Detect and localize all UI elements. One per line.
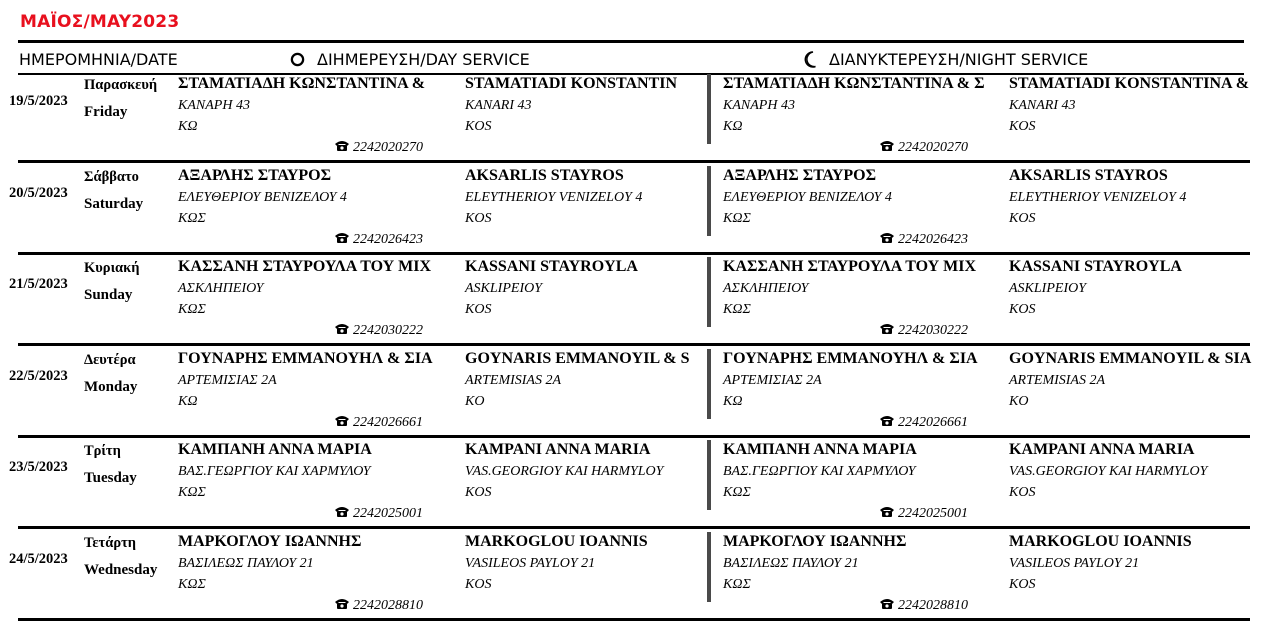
phone-icon — [334, 322, 350, 335]
night-pharmacy-city-greek: ΚΩΣ — [723, 485, 751, 500]
page-title: ΜΑΪΟΣ/MAY2023 — [20, 12, 180, 32]
date-column-header: ΗΜΕΡΟΜΗΝΙΑ/DATE — [19, 50, 178, 69]
row-day-english: Monday — [84, 378, 138, 395]
row-date: 21/5/2023 — [9, 276, 68, 292]
row-day-english: Wednesday — [84, 561, 158, 578]
column-divider — [707, 349, 711, 419]
night-pharmacy-phone — [879, 231, 968, 248]
day-pharmacy-phone — [334, 231, 423, 248]
night-pharmacy-city-greek: ΚΩ — [723, 393, 743, 409]
table-row — [9, 347, 1252, 438]
night-pharmacy-city-greek: ΚΩ — [723, 119, 743, 134]
night-pharmacy-name-english: KAMPANI ANNA MARIA — [1009, 441, 1195, 458]
row-separator — [18, 618, 1250, 621]
night-pharmacy-city-english: KOS — [1009, 485, 1036, 500]
moon-icon — [803, 51, 817, 68]
day-pharmacy-address-greek: ΑΣΚΛΗΠΕΙΟΥ — [178, 281, 264, 296]
day-pharmacy-name-english: STAMATIADI KONSTANTIN — [465, 75, 678, 92]
phone-icon — [334, 505, 350, 518]
night-pharmacy-address-greek: ΑΡΤΕΜΙΣΙΑΣ 2Α — [723, 372, 822, 388]
day-pharmacy-city-greek: ΚΩΣ — [178, 576, 206, 592]
phone-number: 2242026423 — [898, 231, 968, 247]
phone-number: 2242025001 — [353, 506, 423, 521]
row-day-english: Tuesday — [84, 470, 137, 486]
day-service-label: ΔΙΗΜΕΡΕΥΣΗ/DAY SERVICE — [317, 50, 530, 69]
row-date: 23/5/2023 — [9, 459, 68, 475]
phone-number: 2242026423 — [353, 231, 423, 247]
day-pharmacy-city-english: KOS — [465, 210, 492, 226]
row-day-greek: Παρασκευή — [84, 77, 158, 93]
night-pharmacy-city-greek: ΚΩΣ — [723, 576, 751, 592]
night-pharmacy-address-english: KANARI 43 — [1009, 98, 1076, 113]
day-pharmacy-city-english: KOS — [465, 576, 492, 592]
phone-icon — [879, 322, 895, 335]
row-date: 24/5/2023 — [9, 550, 68, 567]
day-pharmacy-city-greek: ΚΩΣ — [178, 485, 206, 500]
phone-icon — [334, 597, 350, 610]
night-pharmacy-name-english: AKSARLIS STAYROS — [1009, 166, 1168, 184]
night-pharmacy-name-greek: ΚΑΣΣΑΝΗ ΣΤΑΥΡΟΥΛΑ ΤΟΥ ΜΙΧ — [723, 258, 977, 275]
day-pharmacy-address-greek: ΕΛΕΥΘΕΡΙΟΥ ΒΕΝΙΖΕΛΟΥ 4 — [178, 189, 347, 205]
night-pharmacy-city-english: KO — [1009, 393, 1029, 409]
night-pharmacy-address-english: VAS.GEORGIOY KAI HARMYLOY — [1009, 464, 1208, 479]
phone-number: 2242025001 — [898, 506, 968, 521]
night-pharmacy-address-greek: ΚΑΝΑΡΗ 43 — [723, 98, 795, 113]
phone-icon — [334, 231, 350, 244]
night-pharmacy-city-english: KOS — [1009, 576, 1036, 592]
night-pharmacy-name-greek: ΜΑΡΚΟΓΛΟΥ ΙΩΑΝΝΗΣ — [723, 532, 907, 550]
table-row — [9, 438, 1250, 529]
day-pharmacy-name-greek: ΚΑΣΣΑΝΗ ΣΤΑΥΡΟΥΛΑ ΤΟΥ ΜΙΧ — [178, 258, 432, 275]
day-pharmacy-address-greek: ΒΑΣΙΛΕΩΣ ΠΑΥΛΟΥ 21 — [178, 555, 314, 571]
night-pharmacy-name-english: MARKOGLOU IOANNIS — [1009, 532, 1192, 550]
day-pharmacy-city-greek: ΚΩ — [178, 119, 198, 134]
day-pharmacy-city-english: KOS — [465, 119, 492, 134]
night-pharmacy-address-english: VASILEOS PAYLOY 21 — [1009, 555, 1140, 571]
sun-icon — [290, 52, 305, 67]
night-service-header — [803, 50, 1088, 69]
night-pharmacy-address-english: ASKLIPEIOY — [1009, 281, 1086, 296]
row-day-greek: Τρίτη — [84, 443, 121, 459]
phone-icon — [334, 139, 350, 152]
day-pharmacy-city-greek: ΚΩ — [178, 393, 198, 409]
phone-icon — [334, 414, 350, 427]
day-pharmacy-address-english: KANARI 43 — [465, 98, 532, 113]
day-service-header — [290, 50, 530, 69]
night-pharmacy-city-english: KOS — [1009, 302, 1036, 317]
row-day-greek: Σάββατο — [84, 168, 139, 185]
day-pharmacy-name-greek: ΚΑΜΠΑΝΗ ΑΝΝΑ ΜΑΡΙΑ — [178, 441, 372, 458]
night-pharmacy-city-english: KOS — [1009, 119, 1036, 134]
day-pharmacy-address-english: ASKLIPEIOY — [465, 281, 542, 296]
day-pharmacy-address-english: VAS.GEORGIOY KAI HARMYLOY — [465, 464, 664, 479]
night-pharmacy-address-english: ELEYTHERIOY VENIZELOY 4 — [1009, 189, 1187, 205]
column-divider — [707, 74, 711, 144]
column-divider — [707, 532, 711, 602]
night-pharmacy-address-english: ARTEMISIAS 2A — [1009, 372, 1106, 388]
day-pharmacy-address-english: ARTEMISIAS 2A — [465, 372, 562, 388]
night-pharmacy-city-greek: ΚΩΣ — [723, 210, 751, 226]
night-pharmacy-name-english: KASSANI STAYROYLA — [1009, 258, 1182, 275]
phone-number: 2242020270 — [898, 140, 968, 155]
table-row — [9, 72, 1250, 163]
day-pharmacy-address-english: ELEYTHERIOY VENIZELOY 4 — [465, 189, 643, 205]
phone-icon — [879, 414, 895, 427]
day-pharmacy-name-english: MARKOGLOU IOANNIS — [465, 532, 648, 550]
day-pharmacy-phone — [334, 322, 423, 339]
column-divider — [707, 440, 711, 510]
phone-number: 2242028810 — [353, 597, 423, 613]
day-pharmacy-city-english: KO — [465, 393, 485, 409]
day-pharmacy-name-english: KASSANI STAYROYLA — [465, 258, 638, 275]
day-pharmacy-name-greek: ΣΤΑΜΑΤΙΑΔΗ ΚΩΝΣΤΑΝΤΙΝΑ & — [178, 75, 426, 92]
table-row — [9, 164, 1250, 255]
column-divider — [707, 166, 711, 236]
night-pharmacy-city-greek: ΚΩΣ — [723, 302, 751, 317]
day-pharmacy-address-greek: ΚΑΝΑΡΗ 43 — [178, 98, 250, 113]
day-pharmacy-phone — [334, 139, 423, 156]
row-day-greek: Τετάρτη — [84, 534, 137, 551]
night-pharmacy-phone — [879, 597, 968, 614]
day-pharmacy-name-greek: ΑΞΑΡΛΗΣ ΣΤΑΥΡΟΣ — [178, 166, 332, 184]
night-service-label: ΔΙΑΝΥΚΤΕΡΕΥΣΗ/NIGHT SERVICE — [829, 50, 1089, 69]
night-pharmacy-address-greek: ΑΣΚΛΗΠΕΙΟΥ — [723, 281, 809, 296]
day-pharmacy-city-english: KOS — [465, 302, 492, 317]
row-day-greek: Δευτέρα — [84, 351, 136, 368]
night-pharmacy-phone — [879, 322, 968, 339]
day-pharmacy-phone — [334, 505, 423, 522]
day-pharmacy-address-greek: ΒΑΣ.ΓΕΩΡΓΙΟΥ ΚΑΙ ΧΑΡΜΥΛΟΥ — [178, 464, 371, 479]
table-header — [18, 40, 1244, 75]
night-pharmacy-name-english: STAMATIADI KONSTANTINA & — [1009, 75, 1250, 92]
row-day-english: Saturday — [84, 195, 144, 212]
day-pharmacy-phone — [334, 597, 423, 614]
phone-icon — [879, 139, 895, 152]
night-pharmacy-name-greek: ΚΑΜΠΑΝΗ ΑΝΝΑ ΜΑΡΙΑ — [723, 441, 917, 458]
day-pharmacy-city-greek: ΚΩΣ — [178, 302, 206, 317]
phone-icon — [879, 597, 895, 610]
day-pharmacy-city-english: KOS — [465, 485, 492, 500]
phone-number: 2242028810 — [898, 597, 968, 613]
phone-number: 2242030222 — [898, 323, 968, 338]
day-pharmacy-name-greek: ΜΑΡΚΟΓΛΟΥ ΙΩΑΝΝΗΣ — [178, 532, 362, 550]
phone-icon — [879, 231, 895, 244]
phone-number: 2242030222 — [353, 323, 423, 338]
night-pharmacy-address-greek: ΒΑΣ.ΓΕΩΡΓΙΟΥ ΚΑΙ ΧΑΡΜΥΛΟΥ — [723, 464, 916, 479]
night-pharmacy-city-english: KOS — [1009, 210, 1036, 226]
night-pharmacy-name-greek: ΑΞΑΡΛΗΣ ΣΤΑΥΡΟΣ — [723, 166, 877, 184]
night-pharmacy-name-greek: ΣΤΑΜΑΤΙΑΔΗ ΚΩΝΣΤΑΝΤΙΝΑ & Σ — [723, 75, 985, 92]
day-pharmacy-city-greek: ΚΩΣ — [178, 210, 206, 226]
night-pharmacy-name-greek: ΓΟΥΝΑΡΗΣ ΕΜΜΑΝΟΥΗΛ & ΣΙΑ — [723, 349, 978, 367]
day-pharmacy-name-english: AKSARLIS STAYROS — [465, 166, 624, 184]
night-pharmacy-address-greek: ΕΛΕΥΘΕΡΙΟΥ ΒΕΝΙΖΕΛΟΥ 4 — [723, 189, 892, 205]
row-day-english: Friday — [84, 104, 128, 120]
day-pharmacy-name-english: KAMPANI ANNA MARIA — [465, 441, 651, 458]
row-day-greek: Κυριακή — [84, 260, 140, 276]
phone-number: 2242026661 — [353, 414, 423, 430]
night-pharmacy-phone — [879, 505, 968, 522]
row-day-english: Sunday — [84, 287, 133, 303]
day-pharmacy-address-greek: ΑΡΤΕΜΙΣΙΑΣ 2Α — [178, 372, 277, 388]
row-date: 22/5/2023 — [9, 367, 68, 384]
row-date: 19/5/2023 — [9, 93, 68, 109]
day-pharmacy-name-english: GOYNARIS EMMANOYIL & S — [465, 349, 690, 367]
night-pharmacy-name-english: GOYNARIS EMMANOYIL & SIA — [1009, 349, 1252, 367]
phone-number: 2242026661 — [898, 414, 968, 430]
phone-number: 2242020270 — [353, 140, 423, 155]
night-pharmacy-address-greek: ΒΑΣΙΛΕΩΣ ΠΑΥΛΟΥ 21 — [723, 555, 859, 571]
table-row — [9, 255, 1250, 346]
night-pharmacy-phone — [879, 414, 968, 431]
day-pharmacy-phone — [334, 414, 423, 431]
row-date: 20/5/2023 — [9, 184, 68, 201]
day-pharmacy-name-greek: ΓΟΥΝΑΡΗΣ ΕΜΜΑΝΟΥΗΛ & ΣΙΑ — [178, 349, 433, 367]
phone-icon — [879, 505, 895, 518]
night-pharmacy-phone — [879, 139, 968, 156]
column-divider — [707, 257, 711, 327]
table-row — [9, 530, 1250, 621]
day-pharmacy-address-english: VASILEOS PAYLOY 21 — [465, 555, 596, 571]
